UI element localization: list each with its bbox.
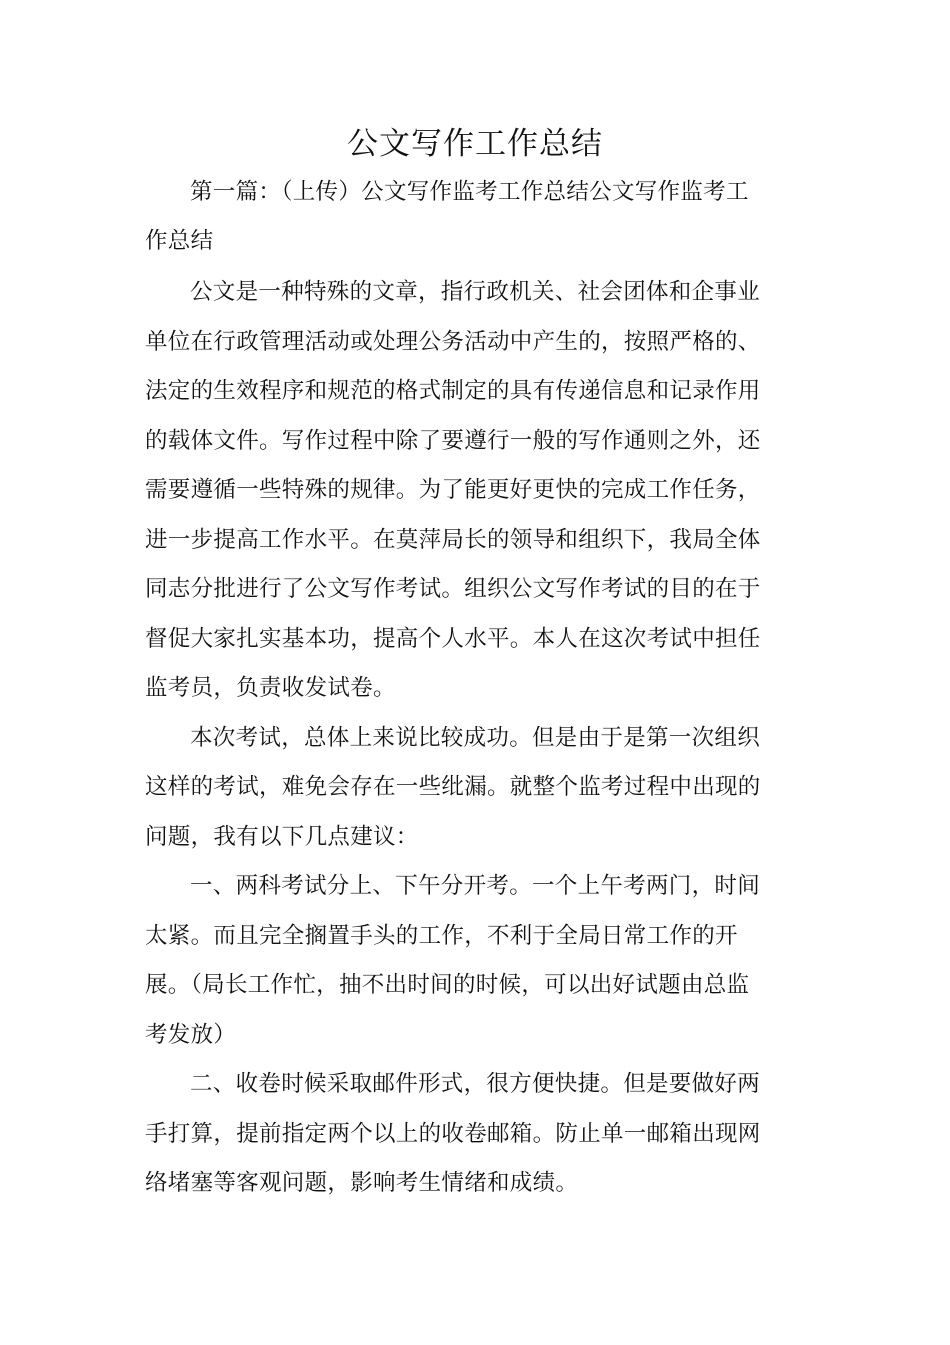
section-heading: 第一篇：（上传）公文写作监考工作总结公文写作监考工作总结 [145, 179, 749, 254]
paragraph-summary: 本次考试，总体上来说比较成功。但是由于是第一次组织这样的考试，难免会存在一些纰漏。就整个监考过程中出现的问题，我有以下几点建议： [145, 724, 761, 850]
paragraph-suggestion-2: 二、收卷时候采取邮件形式，很方便快捷。但是要做好两手打算，提前指定两个以上的收卷邮箱。防止单一邮箱出现网络堵塞等客观问题，影响考生情绪和成绩。 [145, 1071, 761, 1196]
document-title: 公文写作工作总结 [347, 126, 603, 162]
paragraph-intro: 公文是一种特殊的文章，指行政机关、社会团体和企事业单位在行政管理活动或处理公务活动中产生的，按照严格的、法定的生效程序和规范的格式制定的具有传递信息和记录作用的载体文件。写作过程中除了要遵行一般的写作通则之外，还需要遵循一些特殊的规律。为了能更好更快的完成工作任务，进一步提高工作水平。在莫萍局长的领导和组织下，我局全体同志分批进行了公文写作考试。组织公文写作考试的目的在于督促大家扎实基本功，提高个人水平。本人在这次考试中担任监考员，负责收发试卷。 [145, 279, 761, 701]
document-body [145, 168, 770, 1209]
paragraph-suggestion-1: 一、两科考试分上、下午分开考。一个上午考两门，时间太紧。而且完全搁置手头的工作，不利于全局日常工作的开展。（局长工作忙，抽不出时间的时候，可以出好试题由总监考发放） [145, 873, 761, 1048]
